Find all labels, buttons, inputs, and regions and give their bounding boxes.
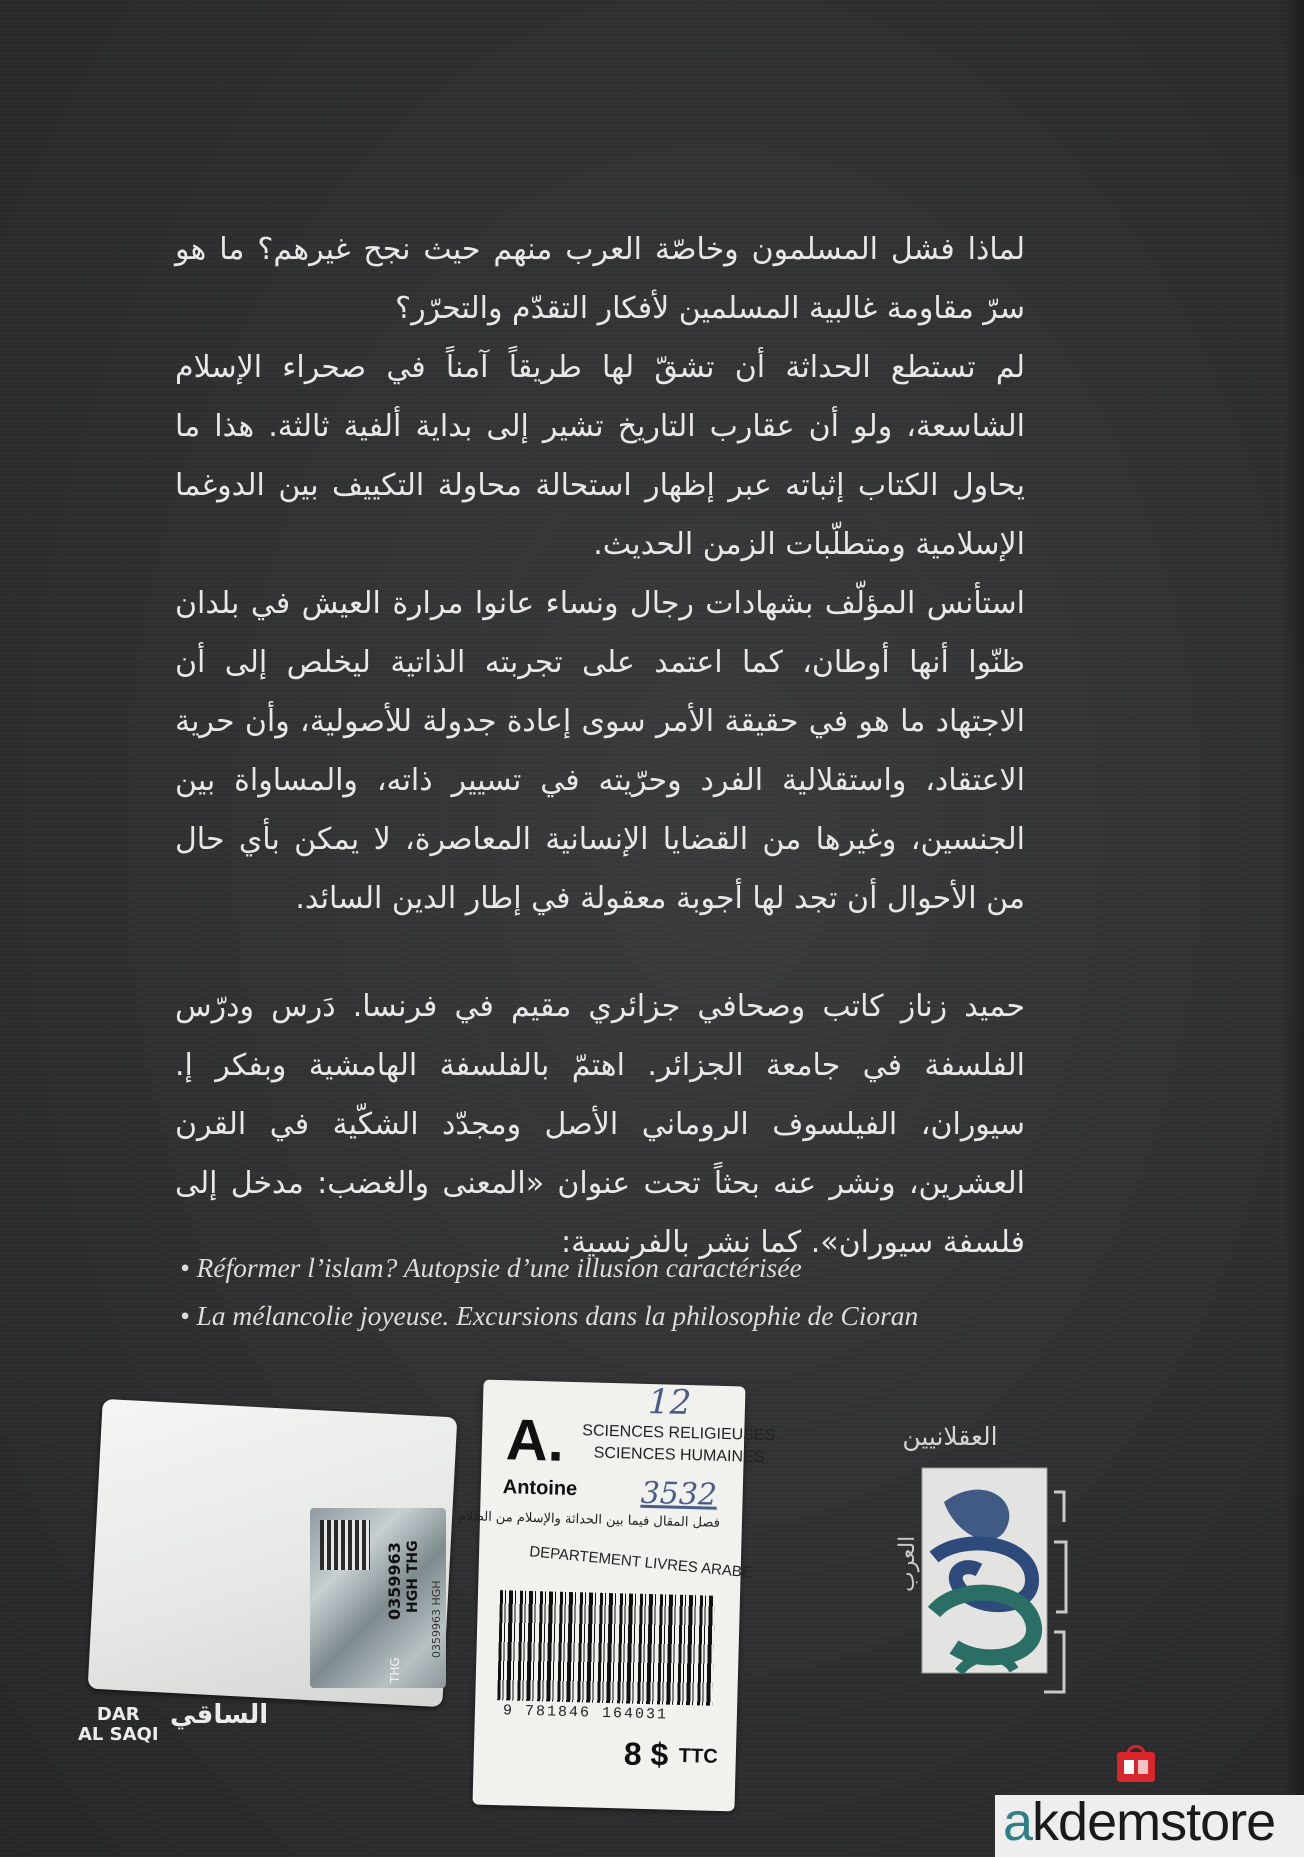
author-bio — [175, 977, 1025, 1272]
bookstore-logo-letter: A. — [505, 1407, 565, 1474]
category-label: SCIENCES HUMAINES — [593, 1444, 765, 1467]
book-blurb — [175, 220, 1025, 928]
price-amount: 8 $ — [623, 1735, 669, 1773]
blurb-paragraph: استأنس المؤلّف بشهادات رجال ونساء عانوا مرارة العيش في بلدان ظنّوا أنها أوطان، كما اعتمد على تجربته الذاتية ليخلص إلى أن الاجتهاد ما هو في حقيقة الأمر سوى إعادة جدولة للأصولية، وأن حرية الاعتقاد، واستقلالية الفرد وحرّيته في تسيير ذاته، والمساواة بين الجنسين، وغيرها من القضايا الإنسانية المعاصرة، لا يمكن بأي حال من الأحوال أن تجد لها أجوبة معقولة في إطار الدين السائد. — [175, 586, 1025, 916]
series-emblem-icon — [895, 1462, 1076, 1707]
store-name-rest: kdemstore — [1032, 1792, 1276, 1852]
hologram-code-small: 0359963 HGH — [430, 1580, 443, 1658]
blurb-paragraph: لم تستطع الحداثة أن تشقّ لها طريقاً آمناً في صحراء الإسلام الشاسعة، ولو أن عقارب التاريخ تشير إلى بداية ألفية ثالثة. هذا ما يحاول الكتاب إثباته عبر إظهار استحالة محاولة التكييف بين الدوغما الإسلامية ومتطلّبات الزمن الحديث. — [175, 350, 1025, 562]
author-bio-text: حميد زناز كاتب وصحافي جزائري مقيم في فرنسا. دَرس ودرّس الفلسفة في جامعة الجزائر. اهتمّ بالفلسفة الهامشية وبفكر إ. سيوران، الفيلسوف الروماني الأصل ومجدّد الشكّية في القرن العشرين، ونشر عنه بحثاً تحت عنوان «المعنى والغضب: مدخل إلى فلسفة سيوران». كما نشر بالفرنسية: — [175, 989, 1025, 1260]
french-work-item: • La mélancolie joyeuse. Excursions dans la philosophie de Cioran — [180, 1300, 919, 1331]
store-name-prefix: a — [1003, 1792, 1033, 1852]
store-watermark — [1003, 1792, 1275, 1852]
price-ttc: TTC — [678, 1744, 718, 1768]
hologram-label — [310, 1508, 446, 1688]
hologram-brand: THG — [388, 1657, 402, 1683]
cover-edge-shadow — [1284, 0, 1304, 1857]
sticker-arabic-title: فصل المقال فيما بين الحداثة والإسلام من الظلام — [457, 1509, 721, 1531]
french-work-item: • Réformer l’islam? Autopsie d’une illusion caractérisée — [180, 1252, 802, 1283]
bookstore-logo-name: Antoine — [502, 1476, 578, 1501]
series-title: العقلانيين — [902, 1422, 998, 1451]
barcode-digits: 9 781846 164031 — [502, 1702, 669, 1724]
shopping-bag-icon — [1114, 1742, 1158, 1784]
french-works-list — [180, 1244, 1060, 1340]
publisher-logo-arabic: الساقي — [170, 1700, 269, 1730]
qr-code-icon — [320, 1520, 370, 1570]
barcode-icon — [497, 1590, 715, 1706]
hologram-code: 0359963 — [385, 1542, 404, 1620]
handwritten-mark: 12 — [647, 1381, 692, 1424]
price-sticker — [457, 1380, 776, 1812]
department-label: DEPARTEMENT LIVRES ARABE — [528, 1543, 753, 1582]
series-side-text: العرب — [895, 1535, 920, 1592]
category-label: SCIENCES RELIGIEUSES — [582, 1422, 776, 1445]
handwritten-number: 3532 — [640, 1475, 718, 1513]
hologram-line2: HGH THG — [405, 1540, 421, 1613]
publisher-logo: DAR AL SAQI — [78, 1704, 159, 1745]
blurb-paragraph: لماذا فشل المسلمون وخاصّة العرب منهم حيث نجح غيرهم؟ ما هو سرّ مقاومة غالبية المسلمين لأفكار التقدّم والتحرّر؟ — [175, 232, 1025, 326]
